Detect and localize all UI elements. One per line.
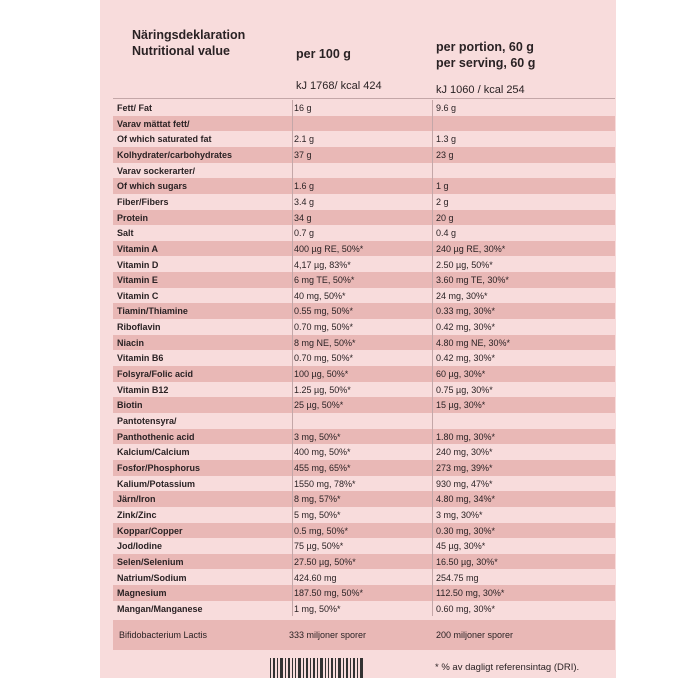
table-row xyxy=(113,178,615,194)
value-per-serving: 16.50 µg, 30%* xyxy=(436,556,498,567)
value-per-100g: 75 µg, 50%* xyxy=(294,541,344,552)
nutrient-name: Mangan/Manganese xyxy=(117,603,203,614)
value-per-100g: 2.1 g xyxy=(294,134,315,145)
table-row xyxy=(113,163,615,179)
dri-footnote: * % av dagligt referensintag (DRI). xyxy=(435,662,580,673)
value-per-serving: 0.33 mg, 30%* xyxy=(436,306,496,317)
value-per-serving: 0.4 g xyxy=(436,228,457,239)
nutrient-name: Protein xyxy=(117,212,149,223)
value-per-100g: 0.55 mg, 50%* xyxy=(294,306,354,317)
col2-header-en: per serving, 60 g xyxy=(436,56,536,70)
value-per-100g: 3 mg, 50%* xyxy=(294,431,341,442)
nutrient-name: Vitamin A xyxy=(117,243,159,254)
value-per-serving: 4.80 mg NE, 30%* xyxy=(436,337,511,348)
value-per-serving: 3.60 mg TE, 30%* xyxy=(436,275,509,286)
value-per-100g: 4,17 µg, 83%* xyxy=(294,259,351,270)
table-row xyxy=(113,131,615,147)
nutrient-name: Fosfor/Phosphorus xyxy=(117,462,200,473)
value-per-100g: 1550 mg, 78%* xyxy=(294,478,356,489)
value-per-serving: 2.50 µg, 50%* xyxy=(436,259,493,270)
barcode-fragment xyxy=(268,658,368,678)
value-per-serving: 4.80 mg, 34%* xyxy=(436,494,496,505)
nutrient-name: Varav sockerarter/ xyxy=(117,165,196,176)
value-per-serving: 9.6 g xyxy=(436,103,457,113)
col2-header-sv: per portion, 60 g xyxy=(436,40,534,54)
nutrient-name: Niacin xyxy=(117,337,145,348)
value-per-serving: 930 mg, 47%* xyxy=(436,478,493,489)
nutrient-name: Kalcium/Calcium xyxy=(117,447,190,458)
nutrient-name: Järn/Iron xyxy=(117,494,156,505)
value-per-100g: 0.70 mg, 50%* xyxy=(294,322,354,333)
value-per-100g: 187.50 mg, 50%* xyxy=(294,588,364,599)
nutrient-name: Vitamin E xyxy=(117,275,158,286)
table-row xyxy=(113,210,615,226)
value-per-serving: 24 mg, 30%* xyxy=(436,290,488,301)
table-row xyxy=(113,460,615,476)
value-per-100g: 3.4 g xyxy=(294,196,315,207)
title-swedish: Näringsdeklaration xyxy=(132,28,246,42)
value-per-serving: 1.3 g xyxy=(436,134,457,145)
table-row xyxy=(113,382,615,398)
value-per-100g: 1.6 g xyxy=(294,181,315,192)
nutrient-name: Vitamin B6 xyxy=(117,353,164,364)
value-per-serving: 0.60 mg, 30%* xyxy=(436,603,496,614)
table-row xyxy=(113,147,615,163)
value-per-100g: 16 g xyxy=(294,103,312,113)
table-row xyxy=(113,507,615,523)
bifidobacterium-per-serving: 200 miljoner sporer xyxy=(436,630,514,640)
value-per-100g: 6 mg TE, 50%* xyxy=(294,275,355,286)
nutrient-name: Zink/Zinc xyxy=(117,509,157,520)
value-per-100g: 0.7 g xyxy=(294,228,315,239)
nutrient-name: Koppar/Copper xyxy=(117,525,183,536)
col1-header: per 100 g xyxy=(296,47,351,61)
table-row xyxy=(113,100,615,116)
value-per-serving: 0.42 mg, 30%* xyxy=(436,353,496,364)
nutrient-name: Salt xyxy=(117,228,134,239)
nutrient-name: Biotin xyxy=(117,400,143,411)
value-per-100g: 25 µg, 50%* xyxy=(294,400,344,411)
table-row xyxy=(113,585,615,601)
value-per-serving: 240 µg RE, 30%* xyxy=(436,243,506,254)
nutrient-name: Selen/Selenium xyxy=(117,556,184,567)
value-per-serving: 20 g xyxy=(436,212,454,223)
table-row xyxy=(113,319,615,335)
nutrient-name: Of which saturated fat xyxy=(117,134,212,145)
table-row xyxy=(113,288,615,304)
table-row xyxy=(113,444,615,460)
nutrient-name: Folsyra/Folic acid xyxy=(117,369,194,380)
value-per-100g: 1 mg, 50%* xyxy=(294,603,341,614)
nutrient-name: Vitamin C xyxy=(117,290,159,301)
value-per-serving: 0.30 mg, 30%* xyxy=(436,525,496,536)
value-per-100g: 424.60 mg xyxy=(294,572,337,583)
table-row xyxy=(113,116,615,132)
table-row xyxy=(113,601,615,617)
title-english: Nutritional value xyxy=(132,44,230,58)
col2-energy: kJ 1060 / kcal 254 xyxy=(436,84,525,96)
value-per-100g: 40 mg, 50%* xyxy=(294,290,346,301)
value-per-100g: 5 mg, 50%* xyxy=(294,509,341,520)
table-row xyxy=(113,194,615,210)
value-per-serving: 240 mg, 30%* xyxy=(436,447,493,458)
table-row xyxy=(113,523,615,539)
value-per-serving: 23 g xyxy=(436,149,454,160)
table-row xyxy=(113,350,615,366)
value-per-100g: 8 mg NE, 50%* xyxy=(294,337,356,348)
value-per-serving: 273 mg, 39%* xyxy=(436,462,493,473)
bifidobacterium-name: Bifidobacterium Lactis xyxy=(119,630,208,640)
col1-energy: kJ 1768/ kcal 424 xyxy=(296,80,382,92)
table-row xyxy=(113,303,615,319)
table-row xyxy=(113,429,615,445)
nutrient-name: Fett/ Fat xyxy=(117,103,152,113)
value-per-100g: 37 g xyxy=(294,149,312,160)
value-per-serving: 3 mg, 30%* xyxy=(436,509,483,520)
value-per-100g: 455 mg, 65%* xyxy=(294,462,351,473)
table-row xyxy=(113,491,615,507)
value-per-serving: 45 µg, 30%* xyxy=(436,541,486,552)
value-per-serving: 112.50 mg, 30%* xyxy=(436,588,505,599)
table-row xyxy=(113,413,615,429)
nutrient-name: Kolhydrater/carbohydrates xyxy=(117,149,233,160)
nutrient-name: Jod/Iodine xyxy=(117,541,162,552)
table-row xyxy=(113,335,615,351)
value-per-100g: 400 mg, 50%* xyxy=(294,447,351,458)
value-per-serving: 15 µg, 30%* xyxy=(436,400,486,411)
nutrient-name: Fiber/Fibers xyxy=(117,196,169,207)
value-per-100g: 27.50 µg, 50%* xyxy=(294,556,356,567)
value-per-100g: 100 µg, 50%* xyxy=(294,369,349,380)
value-per-100g: 8 mg, 57%* xyxy=(294,494,341,505)
table-row xyxy=(113,538,615,554)
value-per-100g: 0.5 mg, 50%* xyxy=(294,525,349,536)
value-per-serving: 0.75 µg, 30%* xyxy=(436,384,493,395)
nutrient-name: Panthothenic acid xyxy=(117,431,195,442)
value-per-100g: 34 g xyxy=(294,212,312,223)
value-per-100g: 0.70 mg, 50%* xyxy=(294,353,354,364)
table-row xyxy=(113,257,615,273)
value-per-serving: 1 g xyxy=(436,181,449,192)
table-row xyxy=(113,570,615,586)
nutrient-name: Riboflavin xyxy=(117,322,161,333)
nutrient-name: Kalium/Potassium xyxy=(117,478,196,489)
value-per-serving: 1.80 mg, 30%* xyxy=(436,431,496,442)
nutrient-name: Vitamin D xyxy=(117,259,159,270)
value-per-100g: 1.25 µg, 50%* xyxy=(294,384,351,395)
bifidobacterium-row xyxy=(113,620,615,650)
value-per-serving: 60 µg, 30%* xyxy=(436,369,486,380)
table-row xyxy=(113,476,615,492)
header-divider xyxy=(113,98,615,99)
value-per-serving: 0.42 mg, 30%* xyxy=(436,322,496,333)
nutrient-name: Of which sugars xyxy=(117,181,188,192)
value-per-serving: 2 g xyxy=(436,196,449,207)
value-per-serving: 254.75 mg xyxy=(436,572,479,583)
nutrient-name: Magnesium xyxy=(117,588,167,599)
nutrient-name: Varav mättat fett/ xyxy=(117,118,190,129)
bifidobacterium-per-100g: 333 miljoner sporer xyxy=(289,630,367,640)
value-per-100g: 400 µg RE, 50%* xyxy=(294,243,364,254)
table-row xyxy=(113,397,615,413)
nutrient-name: Natrium/Sodium xyxy=(117,572,187,583)
table-row xyxy=(113,241,615,257)
nutrient-name: Pantotensyra/ xyxy=(117,416,177,426)
nutrient-name: Tiamin/Thiamine xyxy=(117,306,188,317)
nutrient-name: Vitamin B12 xyxy=(117,384,169,395)
column-divider-2 xyxy=(432,100,433,616)
table-row xyxy=(113,554,615,570)
table-row xyxy=(113,272,615,288)
table-row xyxy=(113,366,615,382)
table-row xyxy=(113,225,615,241)
column-divider-1 xyxy=(292,100,293,616)
